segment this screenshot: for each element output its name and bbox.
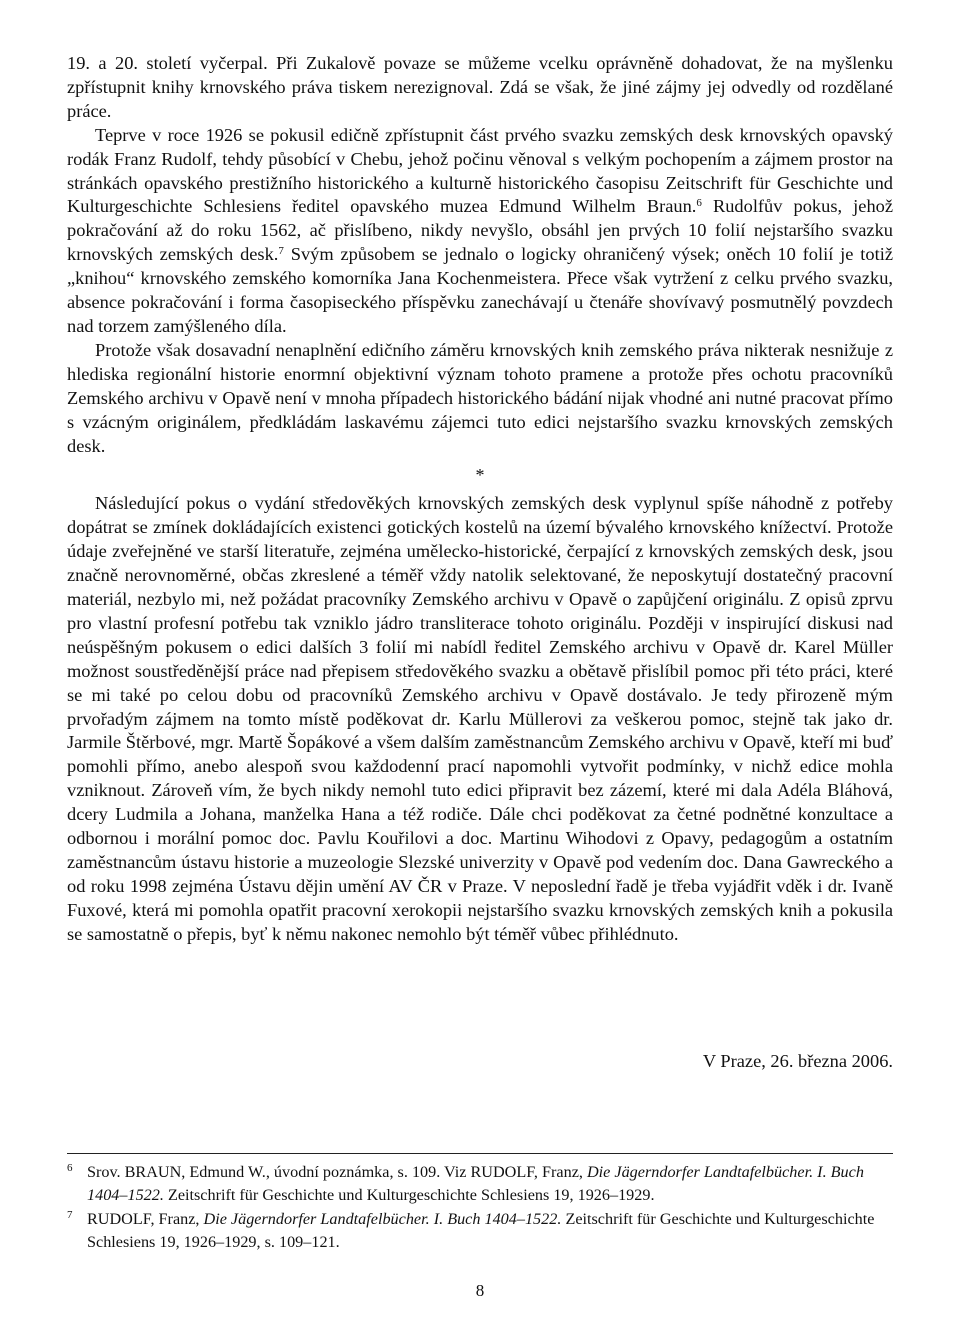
footnote-text: Zeitschrift für Geschichte und Kulturgeschichte Schlesiens 19, 1926–1929, s. 109–121.	[87, 1210, 875, 1251]
page-body	[67, 52, 893, 947]
paragraph-acknowledgements: Následující pokus o vydání středověkých krnovských zemských desk vyplynul spíše náhodně z potřeby dopátrat se zmínek dokládajících existenci gotických kostelů na území bývalého krnovského knížectví. Protože údaje zveřejněné ve starší literatuře, zejména umělecko-historické, čerpající z krnovských zemských desk, jsou značně nerovnoměrné, občas zkreslené a téměř vždy natolik selektované, že neposkytují dostatečný pracovní materiál, nezbylo mi, než požádat pracovníky Zemského archivu v Opavě o zapůjčení originálu. Z opisů zprvu pro vlastní profesní potřebu tak vzniklo jádro transliterace tohoto originálu. Později v inspirující diskusi nad neúspěšným pokusem o edici dalších 3 folií mi nabídl ředitel Zemského archivu v Opavě dr. Karel Müller možnost soustředěnější práce nad přepisem středověkého svazku a obětavě přislíbil pomoc při této práci, které se mi také po celou dobu od pracovníků Zemského archivu v Opavě dostávalo. Je tedy přirozeně mým prvořadým zájmem na tomto místě poděkovat dr. Karlu Müllerovi za veškerou pomoc, stejně tak jako dr. Jarmile Štěrbové, mgr. Martě Šopákové a všem dalším zaměstnancům Zemského archivu v Opavě, kteří mi buď pomohli přímo, anebo alespoň svou každodenní prací napomohli vytvořit podmínky, v nichž edice mohla vzniknout. Zároveň vím, že bych nikdy nemohl tuto edici připravit bez zázemí, které mi dala Adéla Bláhová, dcery Ludmila a Johana, manželka Hana a též rodiče. Dále chci poděkovat za četné podnětné konzultace a odbornou i morální pomoc doc. Pavlu Kouřilovi a doc. Martinu Wihodovi z Opavy, pedagogům a ostatním zaměstnancům ústavu historie a muzeologie Slezské univerzity v Opavě pod vedením doc. Dana Gawreckého a od roku 1998 zejména Ústavu dějin umění AV ČR v Praze. V neposlední řadě je třeba vyjádřit vděk i dr. Ivaně Fuxové, která mi pomohla opatřit pracovní xerokopii nejstaršího svazku krnovských zemských knih a pokusila se samostatně o přepis, byť k němu nakonec nemohlo být téměř vůbec přihlédnuto.	[67, 493, 893, 944]
footnote-title: Die Jägerndorfer Landtafelbücher. I. Buch 1404–1522.	[203, 1210, 562, 1228]
footnote-divider	[67, 1153, 893, 1154]
paragraph-continuation: 19. a 20. století vyčerpal. Při Zukalově povaze se můžeme vcelku oprávněně dohadovat, že na myšlenku zpřístupnit knihy krnovského práva tiskem nerezignoval. Zdá se však, že jiné zájmy jej odvedly od rozdělané práce.	[67, 53, 893, 121]
footnote-mark: 7	[67, 1209, 73, 1221]
footnote-reference-6[interactable]: 6	[696, 197, 702, 210]
footnote-text: Srov. BRAUN, Edmund W., úvodní poznámka, s. 109. Viz RUDOLF, Franz,	[87, 1163, 587, 1181]
section-separator: *	[475, 465, 485, 486]
paragraph-rudolf-edition	[67, 124, 893, 339]
footnote-mark: 6	[67, 1162, 73, 1174]
paragraph-text: Rudolfův pokus, jehož pokračování až do roku 1562, ač přislíbeno, nikdy nevyšlo, obsáhl jen prvých 10 folií nejstaršího svazku krnovských zemských desk.	[67, 196, 894, 265]
paragraph-edition-purpose: Protože však dosavadní nenaplnění edičního záměru krnovských knih zemského práva nikterak nesnižuje z hlediska regionální historie enormní objektivní význam tohoto pramene a protože přes ochotu pracovníků Zemského archivu v Opavě není v mnoha případech historického bádání nijak vhodné ani nutné pracovat přímo s vzácným originálem, předkládám laskavému zájemci tuto edici nejstaršího svazku krnovských zemských desk.	[67, 339, 893, 456]
footnote-title: Die Jägerndorfer Landtafelbücher. I. Buch 1404–1522.	[87, 1163, 864, 1204]
place-date-signature: V Praze, 26. března 2006.	[702, 1051, 893, 1071]
footnote-6	[67, 1161, 893, 1206]
footnote-7	[67, 1208, 893, 1253]
paragraph-text: Svým způsobem se jednalo o logicky ohraničený výsek; oněch 10 folií je totiž „knihou“ krnovského zemského komorníka Jana Kochenmeistera. Přece však vytržení z celku prvého svazku, absence pokračování i forma časopiseckého příspěvku zanechávají u čtenáře shovívavý posmutnělý povzdech nad torzem zamýšleného díla.	[67, 244, 893, 336]
page-number: 8	[475, 1281, 485, 1300]
footnote-text: Zeitschrift für Geschichte und Kulturgeschichte Schlesiens 19, 1926–1929.	[163, 1185, 655, 1204]
footnote-reference-7[interactable]: 7	[278, 245, 284, 258]
footnotes	[67, 1161, 893, 1255]
paragraph-text: Teprve v roce 1926 se pokusil edičně zpřístupnit část prvého svazku zemských desk krnovských opavský rodák Franz Rudolf, tehdy působící v Chebu, jehož počinu věnoval s velkým pochopením a zájmem prostor na stránkách opavského prestižního historického a kulturně historického časopisu Zeitschrift für Geschichte und Kulturgeschichte Schlesiens ředitel opavského muzea Edmund Wilhelm Braun.	[67, 124, 893, 217]
footnote-text: RUDOLF, Franz,	[87, 1210, 204, 1228]
